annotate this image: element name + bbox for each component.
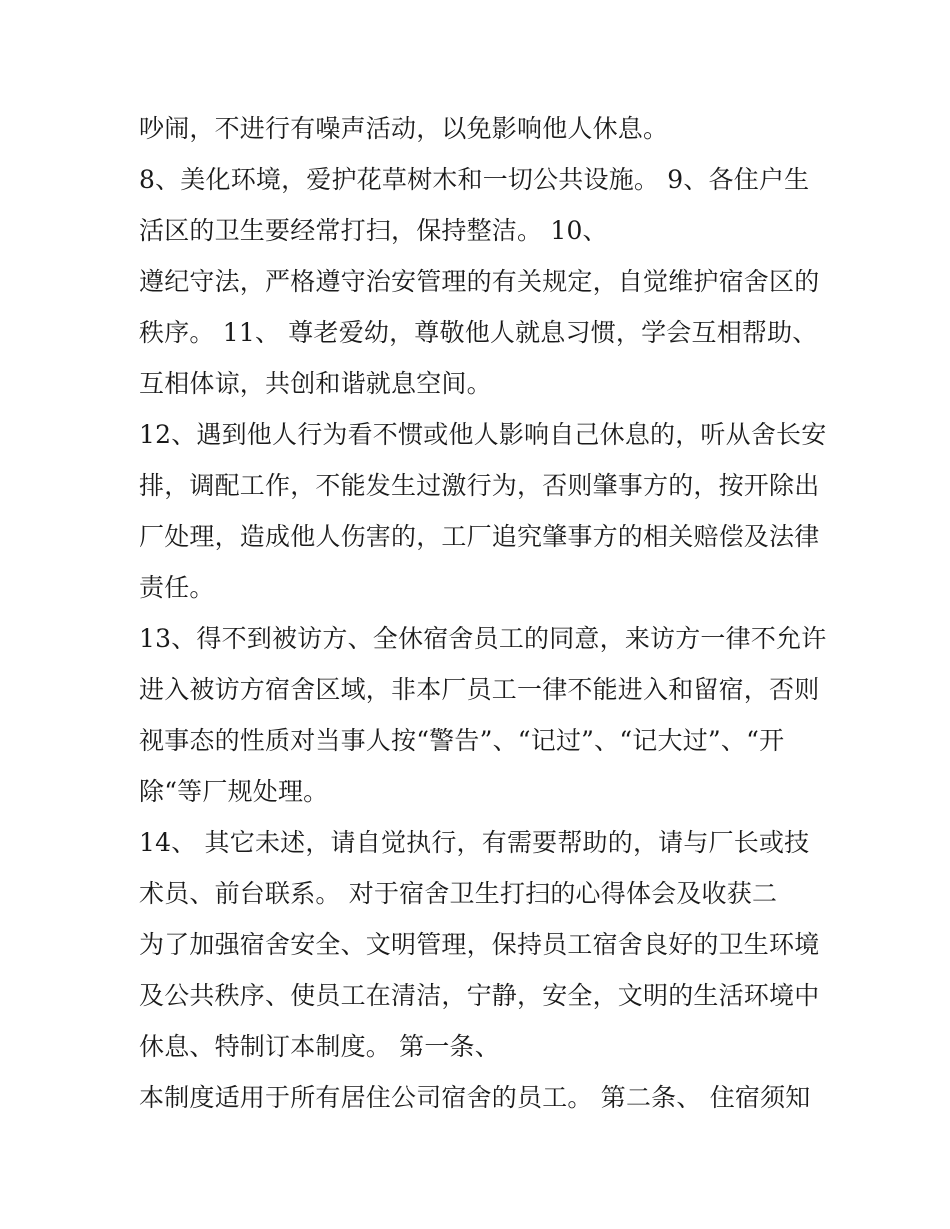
text-line: 视事态的性质对当事人按“警告”、“记过”、“记大过”、“开 bbox=[139, 726, 785, 755]
text-line: 本制度适用于所有居住公司宿舍的员工。 第二条、 住宿须知 bbox=[139, 1083, 811, 1112]
text-line: 14、 其它未述，请自觉执行，有需要帮助的，请与厂长或技 bbox=[139, 828, 810, 857]
text-line: 8、美化环境，爱护花草树木和一切公共设施。 9、各住户生 bbox=[139, 165, 810, 194]
text-line: 休息、特制订本制度。 第一条、 bbox=[139, 1032, 500, 1061]
text-line: 责任。 bbox=[139, 573, 215, 602]
text-line: 为了加强宿舍安全、文明管理，保持员工宿舍良好的卫生环境 bbox=[139, 930, 820, 959]
text-line: 活区的卫生要经常打扫，保持整洁。 10、 bbox=[139, 216, 608, 245]
text-line: 12、遇到他人行为看不惯或他人影响自己休息的，听从舍长安 bbox=[139, 420, 827, 449]
text-line: 互相体谅，共创和谐就息空间。 bbox=[139, 369, 492, 398]
text-line: 进入被访方宿舍区域，非本厂员工一律不能进入和留宿，否则 bbox=[139, 675, 820, 704]
text-line: 遵纪守法，严格遵守治安管理的有关规定，自觉维护宿舍区的 bbox=[139, 267, 820, 296]
text-line: 秩序。 11、 尊老爱幼，尊敬他人就息习惯，学会互相帮助、 bbox=[139, 318, 818, 347]
text-line: 术员、前台联系。 对于宿舍卫生打扫的心得体会及收获二 bbox=[139, 879, 778, 908]
text-line: 吵闹，不进行有噪声活动，以免影响他人休息。 bbox=[139, 114, 669, 143]
text-line: 排，调配工作，不能发生过激行为，否则肇事方的，按开除出 bbox=[139, 471, 820, 500]
text-line: 除“等厂规处理。 bbox=[139, 777, 329, 806]
text-line: 及公共秩序、使员工在清洁，宁静，安全，文明的生活环境中 bbox=[139, 981, 820, 1010]
text-line: 厂处理，造成他人伤害的，工厂追究肇事方的相关赔偿及法律 bbox=[139, 522, 820, 551]
text-line: 13、得不到被访方、全休宿舍员工的同意，来访方一律不允许 bbox=[139, 624, 827, 653]
